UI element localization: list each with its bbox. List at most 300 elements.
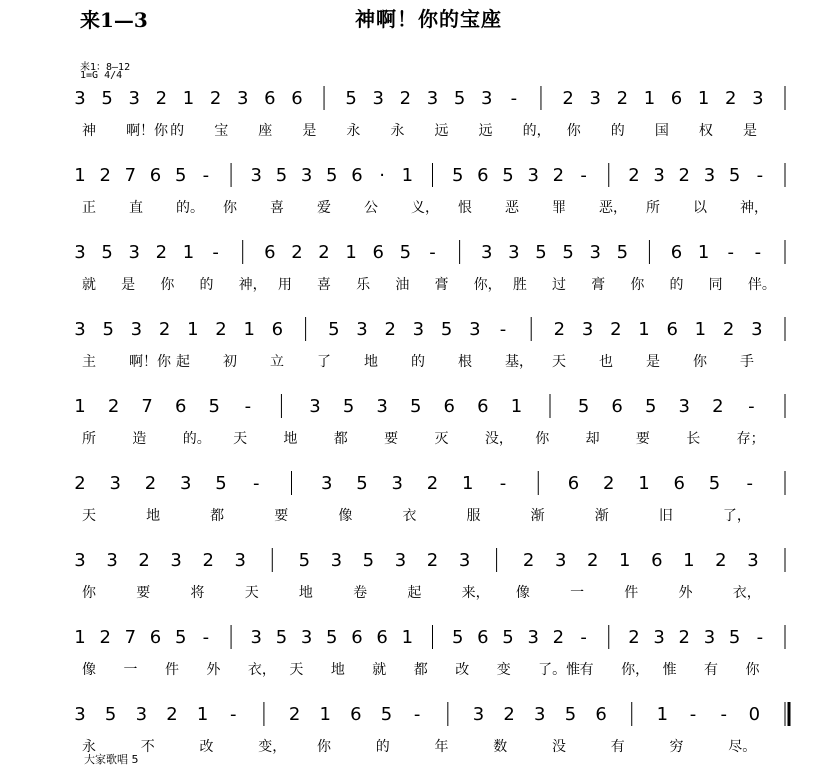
lyric-syllable: 的 (411, 354, 425, 370)
lyric-syllable: 公 (364, 200, 378, 216)
note: 5 (104, 704, 117, 725)
note: 2 (722, 319, 735, 340)
note: 3 (250, 627, 262, 648)
note: 1 (619, 550, 631, 571)
song-title: 神啊！你的宝座 (355, 7, 502, 31)
note: 1 (656, 704, 669, 725)
lyric-syllable: 要 (635, 431, 650, 447)
note: 6 (595, 704, 607, 725)
note: 2 (610, 319, 622, 340)
lyric-syllable: 一 (570, 585, 585, 601)
lyric-syllable: 存； (736, 431, 765, 447)
lyric-syllable: 穷 (669, 739, 684, 755)
note: 5 (298, 550, 311, 571)
lyric-syllable: 直 (129, 200, 143, 216)
note: 3 (653, 627, 665, 648)
note: 5 (215, 473, 227, 494)
lyric-syllable: 喜 (317, 277, 331, 293)
note: 3 (703, 165, 716, 186)
note: 1 (697, 88, 710, 109)
note: 6 (149, 627, 162, 648)
note: 2 (384, 319, 396, 340)
note: 5 (616, 242, 629, 263)
note: 6 (670, 242, 683, 263)
lyric-syllable: 国 (654, 123, 669, 139)
lyric-syllable: 天 (233, 431, 248, 447)
note: 2 (522, 550, 535, 571)
note: 3 (469, 319, 481, 340)
note: - (754, 242, 762, 263)
lyric-syllable: 你 (317, 739, 331, 755)
note: 2 (712, 396, 724, 417)
lyric-syllable: 的， (522, 123, 551, 139)
note: 5 (102, 319, 114, 340)
lyric-syllable: 你 (630, 277, 645, 293)
note: 2 (399, 88, 412, 109)
note: 6 (673, 473, 685, 494)
note: 3 (128, 242, 140, 263)
note: 5 (101, 242, 113, 263)
note: 2 (426, 473, 439, 494)
note: - (756, 165, 764, 186)
lyric-syllable: 变 (496, 662, 511, 678)
lyric-syllable: 手 (740, 354, 754, 370)
note: 3 (481, 88, 493, 109)
note: 1 (182, 88, 195, 109)
lyric-syllable: 远 (478, 123, 493, 139)
note: - (202, 165, 210, 186)
note: 3 (372, 88, 384, 109)
note: · (379, 165, 386, 186)
lyric-syllable: 渐 (530, 508, 545, 524)
note: 5 (451, 165, 464, 186)
lyric-syllable: 宝 (214, 123, 229, 139)
lyric-syllable: 改 (199, 739, 214, 755)
lyric-syllable: 过 (552, 277, 566, 293)
lyric-syllable: 你 (693, 354, 707, 370)
lyric-syllable: 恨 (458, 200, 472, 216)
note: 3 (300, 627, 313, 648)
lyric-syllable: 神， (238, 277, 267, 293)
note: 2 (603, 473, 615, 494)
note: 3 (527, 627, 539, 648)
note: 2 (503, 704, 515, 725)
lyric-syllable: 立 (270, 354, 284, 370)
lyric-syllable: 乐 (356, 277, 371, 293)
note: - (499, 319, 507, 340)
note: 6 (264, 88, 276, 109)
note: 3 (472, 704, 485, 725)
note: 3 (74, 704, 86, 725)
note: - (429, 242, 436, 263)
lyric-syllable: 也 (599, 354, 613, 370)
lyric-syllable: 的 (610, 123, 625, 139)
note: 5 (326, 627, 338, 648)
lyric-syllable: 啊！你 (129, 354, 171, 370)
note: 2 (628, 627, 640, 648)
note: 3 (747, 550, 759, 571)
note: 6 (651, 550, 663, 571)
note: 2 (215, 319, 227, 340)
lyric-syllable: 渐 (594, 508, 609, 524)
note: 2 (616, 88, 629, 109)
lyric-syllable: 以 (693, 200, 707, 216)
note: - (413, 704, 421, 725)
note: - (230, 704, 237, 725)
note: 2 (158, 319, 171, 340)
note: 6 (477, 165, 489, 186)
note: - (720, 704, 727, 725)
lyric-syllable: 数 (493, 739, 508, 755)
lyric-syllable: 所 (82, 431, 96, 447)
lyric-syllable: 就 (372, 662, 387, 678)
lyric-syllable: 所 (646, 200, 660, 216)
note: - (510, 88, 518, 109)
lyric-syllable: 喜 (270, 200, 284, 216)
lyric-syllable: 地 (146, 508, 161, 524)
note: 1 (462, 473, 474, 494)
lyric-syllable: 旧 (658, 508, 673, 524)
note: 3 (581, 319, 594, 340)
lyric-syllable: 地 (283, 431, 298, 447)
lyric-syllable: 件 (164, 662, 179, 678)
note: 2 (144, 473, 157, 494)
note: 6 (264, 242, 276, 263)
note: 2 (209, 88, 222, 109)
lyric-syllable: 改 (455, 662, 470, 678)
lyric-syllable: 你 (82, 585, 96, 601)
lyric-syllable: 油 (395, 277, 410, 293)
note: 3 (458, 550, 471, 571)
lyric-syllable: 衣， (247, 662, 276, 678)
note: 0 (748, 704, 761, 725)
lyric-syllable: 将 (190, 585, 205, 601)
lyric-syllable: 起 (407, 585, 422, 601)
note: 5 (362, 550, 375, 571)
note: - (689, 704, 697, 725)
lyric-syllable: 你 (745, 662, 760, 678)
lyric-syllable: 的 (199, 277, 214, 293)
note: 1 (196, 704, 209, 725)
lyric-syllable: 权 (698, 123, 713, 139)
note: 5 (275, 165, 288, 186)
note: 3 (752, 88, 764, 109)
note: 6 (477, 396, 489, 417)
note: 3 (74, 242, 86, 263)
note: 1 (638, 319, 650, 340)
note: 3 (74, 319, 86, 340)
note: - (499, 473, 507, 494)
lyric-syllable: 都 (413, 662, 428, 678)
note: 2 (202, 550, 214, 571)
note: 6 (351, 627, 363, 648)
note: 3 (751, 319, 763, 340)
note: 5 (535, 242, 547, 263)
lyric-syllable: 没， (484, 431, 513, 447)
lyric-syllable: 是 (302, 123, 317, 139)
lyric-syllable: 尽。 (728, 739, 757, 755)
note: 1 (74, 396, 86, 417)
note: 2 (552, 165, 565, 186)
lyric-syllable: 外 (206, 662, 221, 678)
note: 3 (106, 550, 118, 571)
lyric-syllable: 初 (223, 354, 237, 370)
note: 2 (725, 88, 737, 109)
lyric-syllable: 恶 (505, 200, 519, 216)
note: 5 (326, 165, 338, 186)
lyric-syllable: 用 (277, 277, 292, 293)
note: 6 (271, 319, 284, 340)
lyric-syllable: 惟 (662, 662, 677, 678)
lyric-syllable: 永 (390, 123, 405, 139)
lyric-syllable: 件 (624, 585, 639, 601)
note: 2 (138, 550, 150, 571)
lyric-syllable: 天 (82, 508, 96, 524)
note: 3 (74, 550, 86, 571)
note: 3 (412, 319, 425, 340)
note: 3 (589, 88, 601, 109)
lyric-syllable: 地 (298, 585, 313, 601)
note: 3 (426, 88, 439, 109)
reference-detail: 来1：8—12 (80, 62, 131, 73)
note: 6 (291, 88, 303, 109)
lyric-syllable: 你 (535, 431, 550, 447)
note: 2 (552, 627, 565, 648)
note: 5 (380, 704, 393, 725)
note: - (253, 473, 260, 494)
note: 5 (328, 319, 340, 340)
note: 3 (481, 242, 493, 263)
note: 1 (243, 319, 255, 340)
note: 1 (401, 627, 414, 648)
lyric-syllable: 你 (160, 277, 175, 293)
note: 1 (643, 88, 656, 109)
note: 5 (728, 627, 741, 648)
note: 2 (553, 319, 566, 340)
lyric-syllable: 是 (742, 123, 757, 139)
note: 2 (166, 704, 178, 725)
lyric-syllable: 不 (140, 739, 155, 755)
note: 2 (155, 242, 168, 263)
note: 5 (409, 396, 422, 417)
lyric-syllable: 根 (458, 354, 472, 370)
lyric-syllable: 爱 (317, 200, 331, 216)
lyric-syllable: 的 (375, 739, 390, 755)
note: 6 (666, 319, 678, 340)
note: 3 (170, 550, 182, 571)
note: 3 (394, 550, 407, 571)
lyric-syllable: 胜 (512, 277, 527, 293)
footer-source: 大家歌唱 5 (84, 753, 139, 766)
note: 3 (527, 165, 539, 186)
note: 3 (236, 88, 249, 109)
note: 2 (628, 165, 640, 186)
note: 5 (577, 396, 590, 417)
note: 5 (174, 627, 187, 648)
note: 5 (708, 473, 721, 494)
scripture-reference: 来1—3 (80, 8, 148, 32)
lyric-syllable: 像 (338, 508, 353, 524)
lyric-syllable: 地 (364, 354, 378, 370)
note: 6 (443, 396, 456, 417)
lyric-syllable: 永 (82, 739, 96, 755)
note: 1 (345, 242, 357, 263)
note: 1 (182, 242, 195, 263)
lyric-syllable: 外 (678, 585, 693, 601)
note: 2 (587, 550, 599, 571)
note: 5 (451, 627, 464, 648)
note: 3 (554, 550, 567, 571)
lyric-syllable: 来， (461, 585, 490, 601)
lyric-syllable: 衣 (402, 508, 417, 524)
note: 5 (440, 319, 453, 340)
note: 2 (318, 242, 330, 263)
lyric-syllable: 就 (82, 277, 96, 293)
lyric-syllable: 灭 (434, 431, 449, 447)
key-signature: 1=G 4/4 (80, 70, 123, 81)
note: 7 (124, 165, 137, 186)
note: 2 (562, 88, 574, 109)
lyric-syllable: 有 (610, 739, 625, 755)
note: 3 (300, 165, 313, 186)
lyric-syllable: 主 (82, 354, 96, 370)
note: 3 (508, 242, 520, 263)
lyric-syllable: 没 (552, 739, 566, 755)
lyric-syllable: 造 (132, 431, 147, 447)
lyric-syllable: 都 (210, 508, 225, 524)
lyric-syllable: 了 (317, 354, 331, 370)
lyric-syllable: 年 (434, 739, 449, 755)
lyric-syllable: 都 (333, 431, 348, 447)
lyric-syllable: 要 (136, 585, 151, 601)
lyric-syllable: 的。 (182, 431, 211, 447)
lyric-syllable: 神， (740, 200, 768, 216)
lyric-syllable: 膏 (591, 277, 606, 293)
lyric-syllable: 像 (515, 585, 530, 601)
lyric-syllable: 永 (346, 123, 361, 139)
note: 3 (250, 165, 262, 186)
note: 3 (135, 704, 148, 725)
note: 3 (703, 627, 716, 648)
note: - (580, 627, 587, 648)
lyric-syllable: 衣， (732, 585, 761, 601)
note: - (746, 473, 753, 494)
note: 2 (155, 88, 168, 109)
note: 5 (502, 165, 514, 186)
note: - (580, 165, 587, 186)
lyric-syllable: 基， (505, 354, 533, 370)
note: 3 (74, 88, 86, 109)
note: 5 (644, 396, 657, 417)
note: 3 (180, 473, 192, 494)
note: 3 (128, 88, 140, 109)
note: 5 (101, 88, 113, 109)
note: 2 (288, 704, 301, 725)
note: 6 (611, 396, 623, 417)
lyric-syllable: 远 (434, 123, 449, 139)
lyric-syllable: 有 (704, 662, 719, 678)
lyric-syllable: 神 (82, 123, 96, 139)
lyric-syllable: 罪 (552, 200, 566, 216)
note: 2 (291, 242, 303, 263)
note: 7 (124, 627, 137, 648)
note: 3 (321, 473, 333, 494)
note: 1 (694, 319, 707, 340)
note: 6 (670, 88, 683, 109)
note: 1 (683, 550, 695, 571)
note: - (212, 242, 219, 263)
lyric-syllable: 的 (170, 123, 185, 139)
note: 7 (141, 396, 153, 417)
note: 3 (653, 165, 665, 186)
note: 1 (697, 242, 710, 263)
note: - (727, 242, 735, 263)
lyric-syllable: 长 (686, 431, 701, 447)
note: 5 (562, 242, 574, 263)
lyric-syllable: 卷 (353, 585, 368, 601)
lyric-syllable: 天 (552, 354, 566, 370)
note: 5 (564, 704, 577, 725)
note: 3 (391, 473, 403, 494)
note: 2 (678, 165, 691, 186)
note: - (756, 627, 764, 648)
note: 5 (399, 242, 412, 263)
lyric-syllable: 却 (585, 431, 600, 447)
note: 5 (275, 627, 288, 648)
note: 3 (130, 319, 143, 340)
note: 2 (99, 165, 111, 186)
lyric-syllable: 膏 (434, 277, 449, 293)
lyric-syllable: 了， (722, 508, 751, 524)
lyric-syllable: 服 (466, 508, 481, 524)
lyric-syllable: 变， (258, 739, 287, 755)
lyric-syllable: 要 (274, 508, 289, 524)
note: 6 (149, 165, 162, 186)
lyric-syllable: 义， (411, 200, 439, 216)
note: 6 (376, 627, 388, 648)
note: 5 (728, 165, 741, 186)
lyric-syllable: 是 (646, 354, 660, 370)
lyric-syllable: 座 (258, 123, 273, 139)
note: 5 (453, 88, 466, 109)
note: 2 (74, 473, 86, 494)
lyric-syllable: 的 (669, 277, 684, 293)
note: - (748, 396, 755, 417)
lyric-syllable: 你， (621, 662, 650, 678)
lyric-syllable: 天 (244, 585, 259, 601)
note: 3 (309, 396, 321, 417)
note: 6 (350, 704, 362, 725)
note: 3 (589, 242, 601, 263)
note: 5 (356, 473, 368, 494)
note: 6 (351, 165, 363, 186)
note: 2 (426, 550, 439, 571)
note: 3 (330, 550, 343, 571)
lyric-syllable: 同 (708, 277, 723, 293)
note: 3 (234, 550, 246, 571)
note: 6 (477, 627, 489, 648)
lyric-syllable: 像 (82, 662, 96, 678)
note: - (244, 396, 252, 417)
lyric-syllable: 了。惟 (538, 662, 581, 678)
note: 6 (567, 473, 580, 494)
lyric-syllable: 有 (579, 662, 594, 678)
note: 1 (74, 165, 86, 186)
note: 2 (107, 396, 120, 417)
note: 6 (174, 396, 187, 417)
note: 1 (74, 627, 86, 648)
note: 5 (345, 88, 357, 109)
